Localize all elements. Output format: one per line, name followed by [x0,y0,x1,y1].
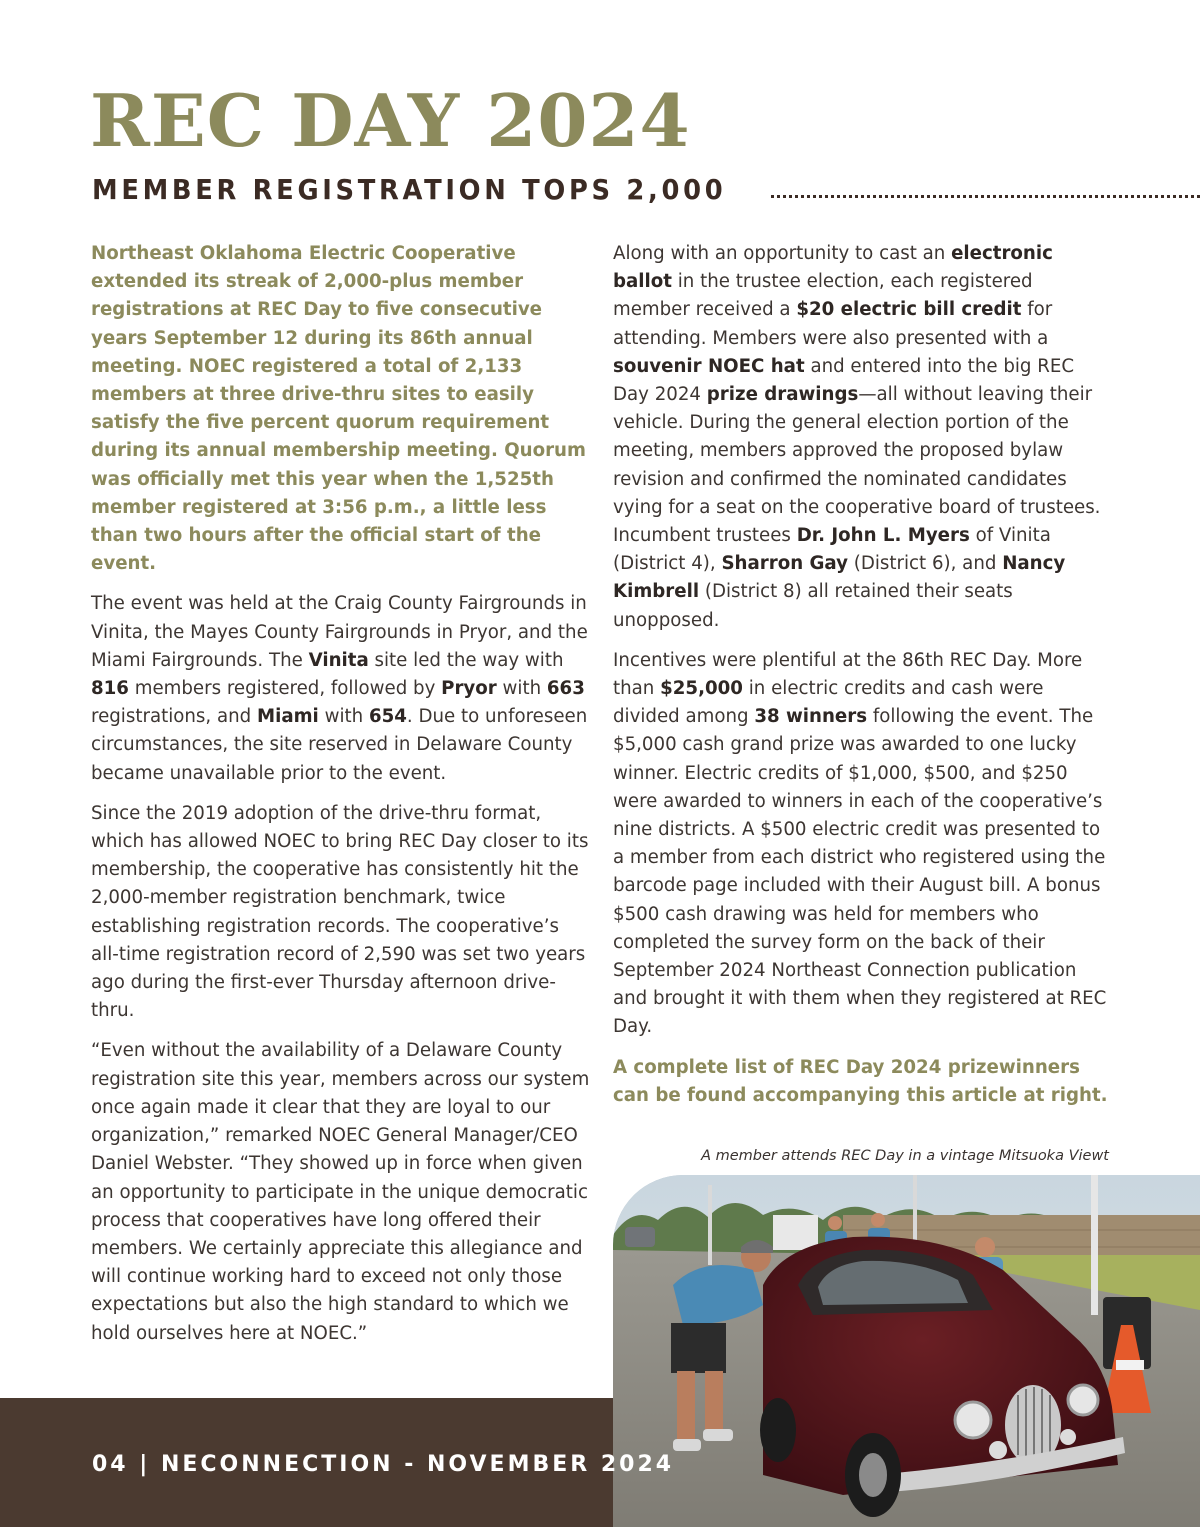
dotted-rule [771,195,1200,198]
page-title: REC DAY 2024 [90,78,691,163]
subtitle-row [92,168,1200,210]
paragraph-history: Since the 2019 adoption of the drive-thru format, which has allowed NOEC to bring REC Day closer to its membership, the cooperative has consistently hit the 2,000-member registration benchmark, twice establishing registration records. The cooperative’s all-time registration record of 2,590 was set two years ago during the first-ever Thursday afternoon drive-thru. [91,802,589,1022]
paragraph-incentives: Incentives were plentiful at the 86th REC Day. More than $25,000 in electric credits and cash were divided among 38 winners following the event. The $5,000 cash grand prize was awarded to one lucky winner. Electric credits of $1,000, $500, and $250 were awarded to winners in each of the cooperative’s nine districts. A $500 electric credit was presented to a member from each district who registered using the barcode page included with their August bill. A bonus $500 cash drawing was held for members who completed the survey form on the back of their September 2024 Northeast Connection publication and brought it with them when they registered at REC Day. [613,649,1107,1038]
photo-caption: A member attends REC Day in a vintage Mitsuoka Viewt [701,1148,1109,1164]
paragraph-quote: “Even without the availability of a Delaware County registration site this year, members across our system once again made it clear that they are loyal to our organization,” remarked NOEC General Manager/CEO Daniel Webster. “They showed up in force when given an opportunity to participate in the unique democratic process that cooperatives have long offered their members. We certainly appreciate this allegiance and will continue working hard to exceed not only those expectations but also the high standard to which we hold ourselves here at NOEC.” [91,1040,590,1344]
vintage-car-photo-illustration [613,1175,1200,1527]
article-column-right [613,240,1113,1122]
paragraph-sites: The event was held at the Craig County Fairgrounds in Vinita, the Mayes County Fairgrounds in Pryor, and the Miami Fairgrounds. The Vinita site led the way with 816 members registered, followed by Pryor with 663 registrations, and Miami with 654. Due to unforeseen circumstances, the site reserved in Delaware County became unavailable prior to the event. [91,593,588,784]
lead-paragraph: Northeast Oklahoma Electric Cooperative extended its streak of 2,000-plus member registrations at REC Day to five consecutive years September 12 during its 86th annual meeting. NOEC registered a total of 2,133 members at three drive-thru sites to easily satisfy the five percent quorum requirement during its annual membership meeting. Quorum was officially met this year when the 1,525th member registered at 3:56 p.m., a little less than two hours after the official start of the event. [91,243,586,575]
footer-page-info: 04 | NECONNECTION - NOVEMBER 2024 [92,1452,675,1477]
page-subtitle: MEMBER REGISTRATION TOPS 2,000 [92,172,727,206]
article-column-left [91,240,591,1360]
event-photo [613,1175,1200,1527]
closing-note: A complete list of REC Day 2024 prizewinners can be found accompanying this article at right. [613,1056,1108,1106]
paragraph-election: Along with an opportunity to cast an electronic ballot in the trustee election, each registered member received a $20 electric bill credit for attending. Members were also presented with a souvenir NOEC hat and entered into the big REC Day 2024 prize drawings—all without leaving their vehicle. During the general election portion of the meeting, members approved the proposed bylaw revision and confirmed the nominated candidates vying for a seat on the cooperative board of trustees. Incumbent trustees Dr. John L. Myers of Vinita (District 4), Sharron Gay (District 6), and Nancy Kimbrell (District 8) all retained their seats unopposed. [613,243,1101,631]
